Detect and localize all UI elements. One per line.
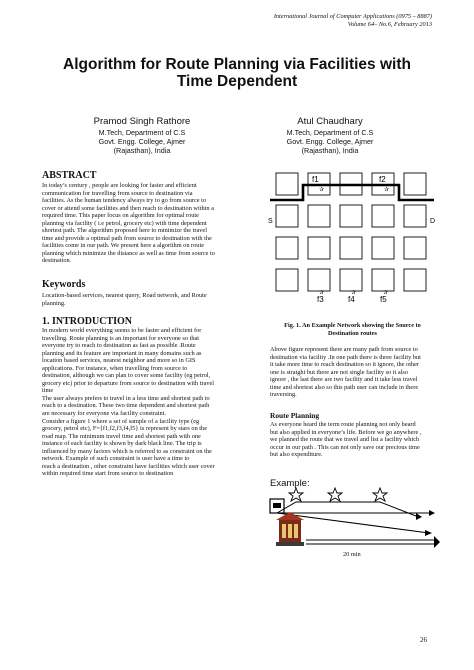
example-label: Example: (270, 478, 310, 489)
figure-1-road-network (268, 168, 438, 318)
journal-volume: Volume 64– No.6, February 2013 (347, 21, 432, 28)
facility-label-f3: f3 (317, 295, 324, 304)
page-number: 26 (420, 636, 427, 644)
block (340, 205, 362, 227)
journal-header (274, 13, 432, 29)
figure-1-caption: Fig. 1. An Example Network showing the Source to Destination routes (284, 322, 421, 337)
facility-star-icon: ✰ (384, 187, 390, 193)
intro-text: In modern world everything seems to be faster and efficient for travelling. Route planning is an important for everyone so that everyone try to reach to destination as fast as possible .Route planning and its feature are important in many domains such as location based services, nearest neighbor and more so in GIS applications. For instance, when travelling from source to destination, although we can plan to cover some facility (eg petrol, grocery etc) prior to departure from source to destination with travel time The user always prefers to travel in a less time and shortest path to reach to a destination. These two time dependent and shortest path are necessary for everyone via facility constraint. Consider a figure 1 where a set of sample of a facility type (eg grocery, petrol etc), F={f1,f2,f3,f4,f5} is represent by stars on the road map. The minimum travel time and shortest path with one instance of each facility is shown by dark black line. The trip is influenced by many factors which is referred to as constraint on the network. Example of such constraint is user have a time to reach a destination , other constraint have facilities which user cover within required time start from source to destination (42, 327, 215, 478)
author-1: Pramod Singh Rathore M.Tech, Department of C.S Govt. Engg. College, Ajmer (Rajasthan), India (47, 116, 237, 155)
block (404, 173, 426, 195)
author-2: Atul Chaudhary M.Tech, Department of C.S Govt. Engg. College, Ajmer (Rajasthan), India (235, 116, 425, 155)
route-planning-text: As everyone heard the term route planning not only heard but also applied in everyone’s life. Before we go anywhere , we planned the route that we travel and list a facility which occur in our path . This can not only save our precious time but also expenditure. (270, 421, 422, 459)
intro-heading: 1. INTRODUCTION (42, 316, 133, 327)
destination-label: D (430, 218, 436, 225)
abstract-heading: ABSTRACT (42, 170, 97, 181)
journal-name: International Journal of Computer Applications (0975 – 8887) (273, 13, 432, 20)
facility-star-icon (289, 488, 303, 501)
arrow-head-icon (429, 510, 435, 516)
facility-star-icon: ✰ (351, 290, 357, 296)
block (404, 237, 426, 259)
block (340, 237, 362, 259)
route-via-facilities (277, 502, 416, 516)
block (372, 269, 394, 291)
facility-star-icon (328, 488, 342, 501)
facility-star-icon: ✰ (319, 290, 325, 296)
time-label: 20 min (343, 551, 361, 558)
block (308, 269, 330, 291)
block (404, 269, 426, 291)
block (404, 205, 426, 227)
block (372, 205, 394, 227)
shortest-route-line (270, 185, 434, 200)
facility-label-f1: f1 (312, 175, 319, 184)
abstract-text: In today’s century , people are looking for faster and efficient communication for travelling from source to destination via facilities. As the human tendency always try to go from source to cover or attend some facilities and then reach to destination within a required time. This paper focus on algorithm for optimal route planning via facility ( i.e petrol, grocery etc) with time dependent shortest path. The algorithm proposed here to minimize the travel time and provide a optimal path from source to destination with the facilities come in our path. We present here a algorithm on route planning which minimize the distance as well as time from source to destination. (42, 182, 215, 265)
facility-label-f5: f5 (380, 295, 387, 304)
block (276, 237, 298, 259)
block (308, 205, 330, 227)
facility-star-icon: ✰ (383, 290, 389, 296)
arrow-head-icon (425, 530, 432, 536)
facility-star-icon: ✰ (319, 187, 325, 193)
destination-building-icon (276, 512, 304, 546)
keywords-heading: Keywords (42, 279, 86, 290)
block (276, 173, 298, 195)
block (308, 237, 330, 259)
facility-star-icon (373, 488, 387, 501)
author-name: Pramod Singh Rathore (93, 116, 191, 127)
block (372, 237, 394, 259)
source-label: S (268, 218, 273, 225)
facility-label-f2: f2 (379, 175, 386, 184)
block (276, 269, 298, 291)
keywords-text: Location-based services, nearest query, Road network, and Route planning. (42, 292, 207, 307)
paper-title: Algorithm for Route Planning via Facilities with Time Dependent (63, 56, 411, 90)
arrow-head-icon (434, 536, 440, 548)
figure-discussion-text: Above figure represent there are many path from source to destination via facility .In one path there is three facility but it take more time to reach destination so it ignore, the other one is straight but there are not single facility so it also ignore , the last there are two facility and it take less travel time and shortest also so this path user can include in there traversing. (270, 346, 421, 399)
arrow-head-icon (416, 513, 422, 520)
block (340, 269, 362, 291)
facility-label-f4: f4 (348, 295, 355, 304)
route-planning-heading: Route Planning (270, 411, 320, 420)
block (276, 205, 298, 227)
author-name: Atul Chaudhary (297, 116, 363, 127)
